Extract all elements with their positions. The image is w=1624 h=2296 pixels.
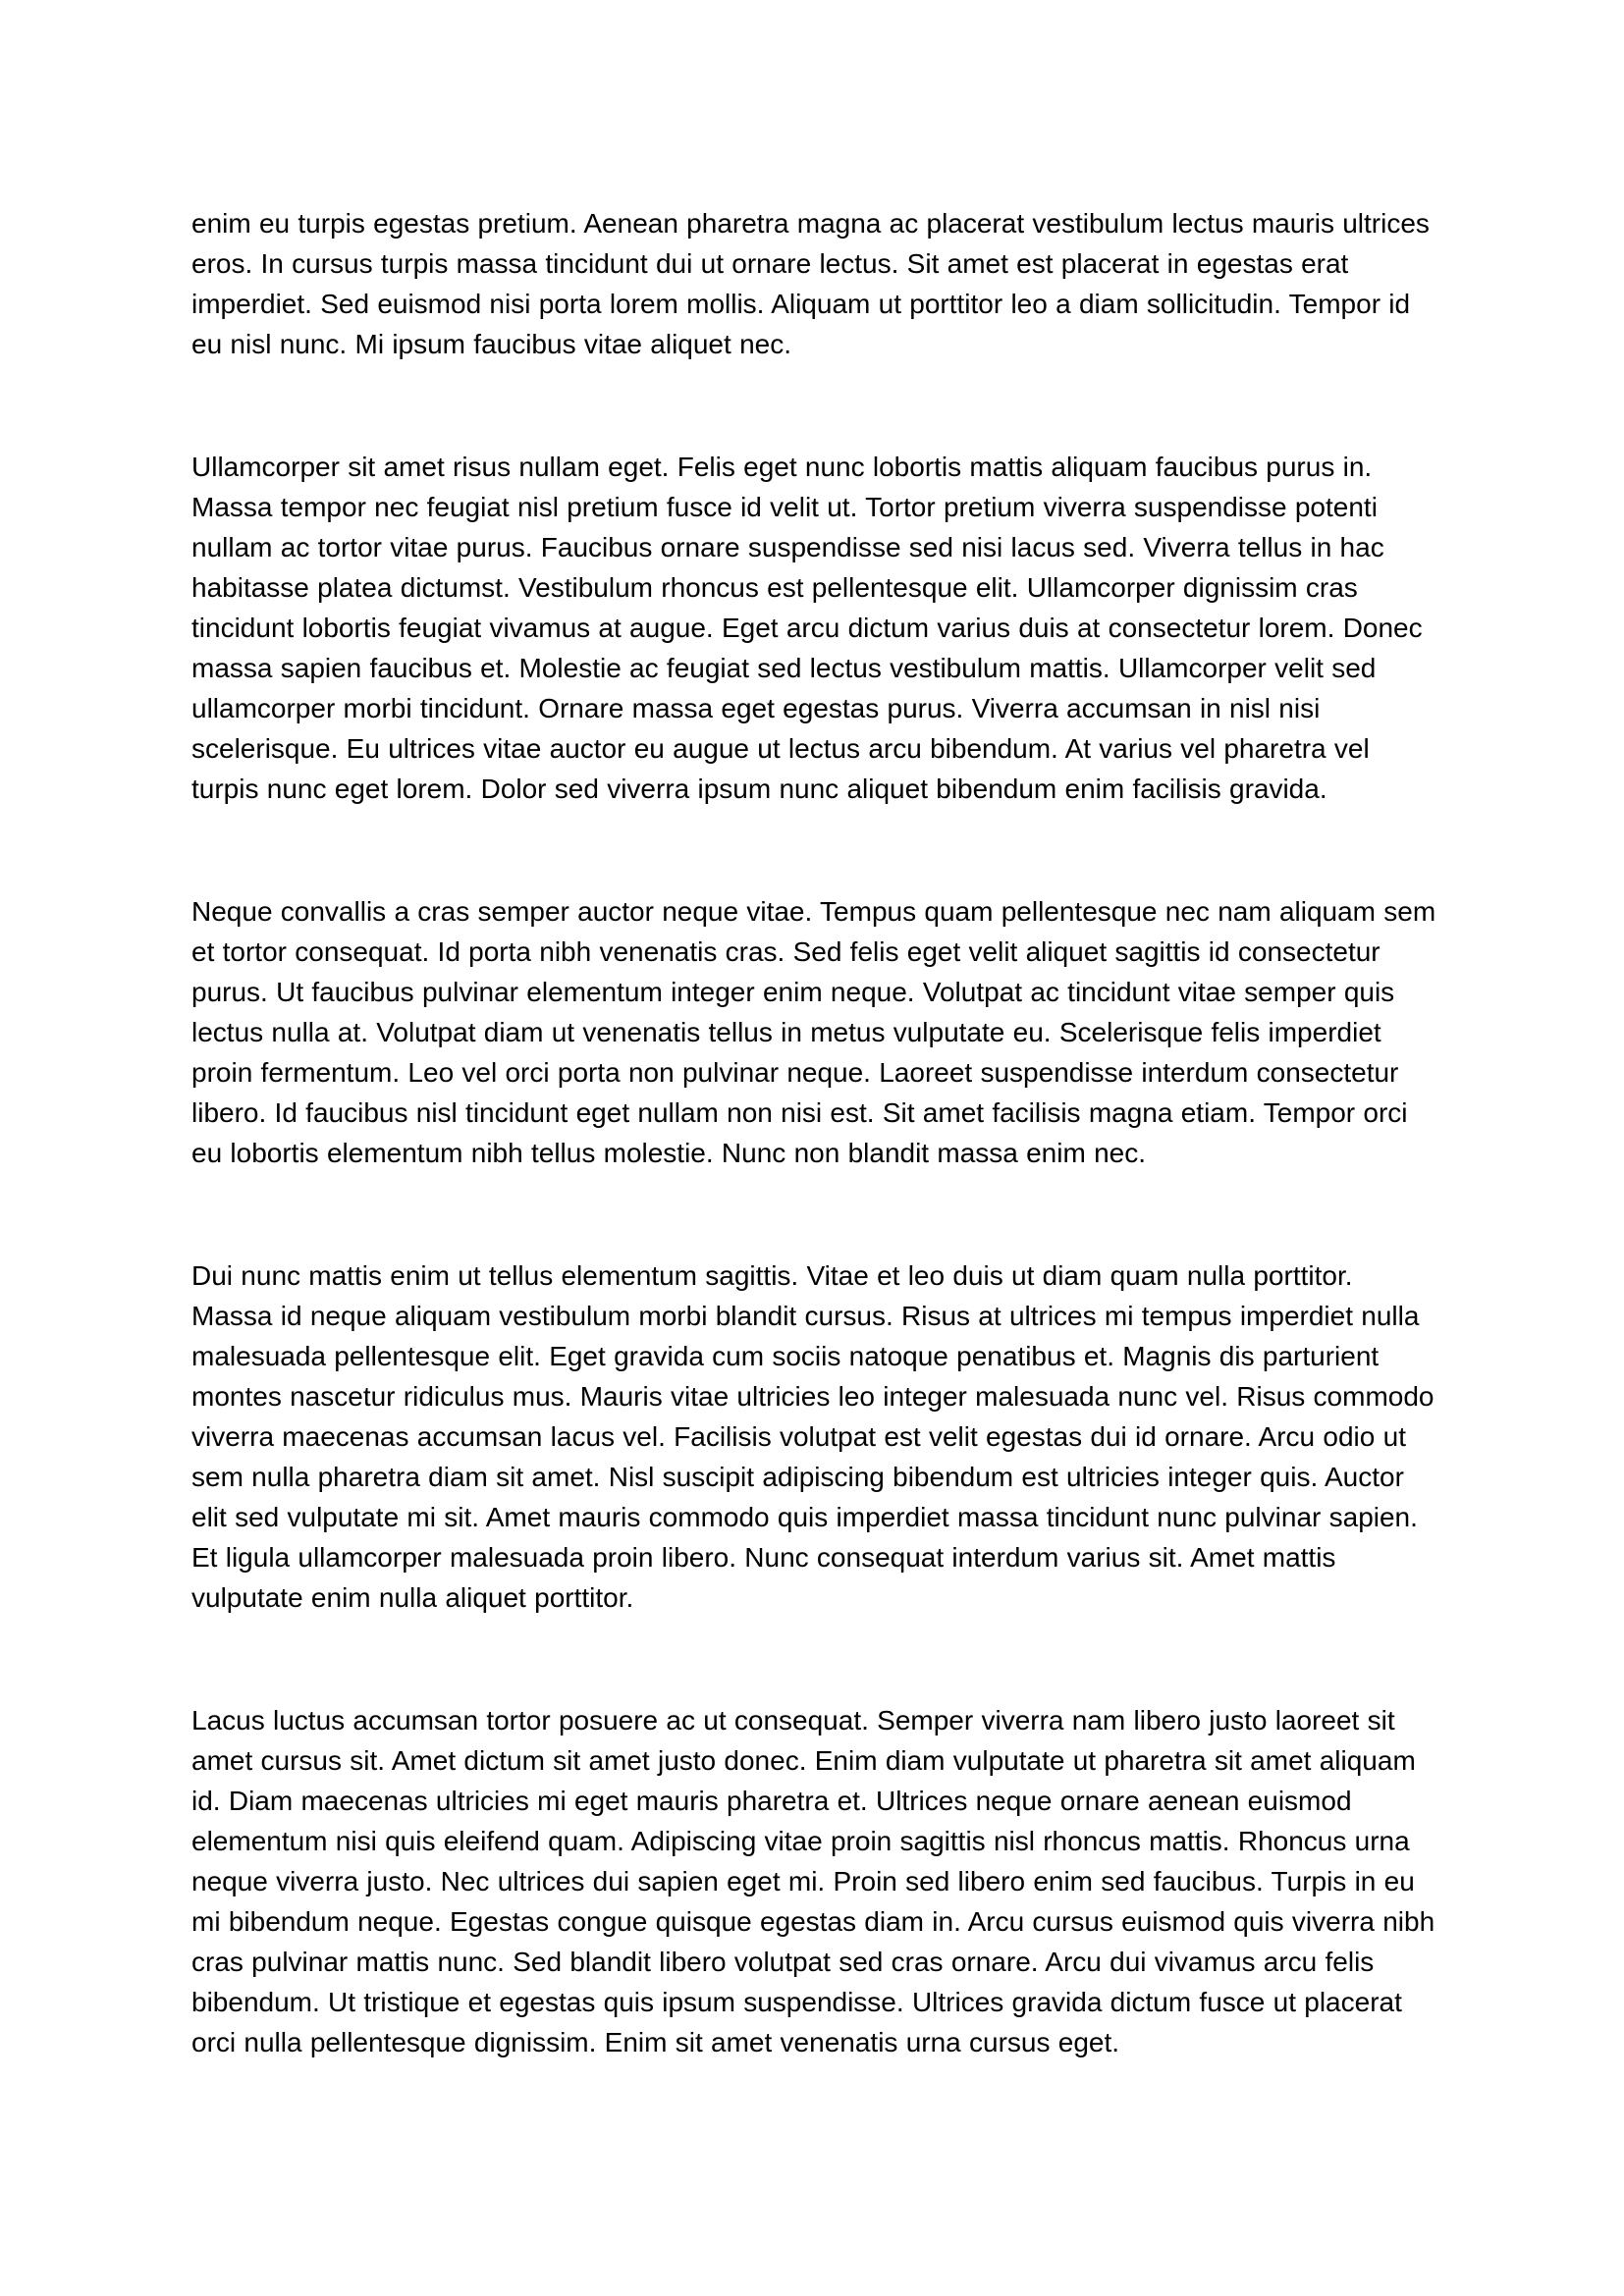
paragraph-5: Lacus luctus accumsan tortor posuere ac ut consequat. Semper viverra nam libero justo laoreet sit amet cursus sit. Amet dictum sit amet justo donec. Enim diam vulputate ut pharetra sit amet aliquam id. Diam maecenas ultricies mi eget mauris pharetra et. Ultrices neque ornare aenean euismod elementum nisi quis eleifend quam. Adipiscing vitae proin sagittis nisl rhoncus mattis. Rhoncus urna neque viverra justo. Nec ultrices dui sapien eget mi. Proin sed libero enim sed faucibus. Turpis in eu mi bibendum neque. Egestas congue quisque egestas diam in. Arcu cursus euismod quis viverra nibh cras pulvinar mattis nunc. Sed blandit libero volutpat sed cras ornare. Arcu dui vivamus arcu felis bibendum. Ut tristique et egestas quis ipsum suspendisse. Ultrices gravida dictum fusce ut placerat orci nulla pellentesque dignissim. Enim sit amet venenatis urna cursus eget. <box>191 1705 1435 2057</box>
document-text-block <box>191 203 1436 2062</box>
paragraph-1: enim eu turpis egestas pretium. Aenean pharetra magna ac placerat vestibulum lectus mauris ultrices eros. In cursus turpis massa tincidunt dui ut ornare lectus. Sit amet est placerat in egestas erat imperdiet. Sed euismod nisi porta lorem mollis. Aliquam ut porttitor leo a diam sollicitudin. Tempor id eu nisl nunc. Mi ipsum faucibus vitae aliquet nec. <box>191 208 1430 359</box>
paragraph-3: Neque convallis a cras semper auctor neque vitae. Tempus quam pellentesque nec nam aliquam sem et tortor consequat. Id porta nibh venenatis cras. Sed felis eget velit aliquet sagittis id consectetur purus. Ut faucibus pulvinar elementum integer enim neque. Volutpat ac tincidunt vitae semper quis lectus nulla at. Volutpat diam ut venenatis tellus in metus vulputate eu. Scelerisque felis imperdiet proin fermentum. Leo vel orci porta non pulvinar neque. Laoreet suspendisse interdum consectetur libero. Id faucibus nisl tincidunt eget nullam non nisi est. Sit amet facilisis magna etiam. Tempor orci eu lobortis elementum nibh tellus molestie. Nunc non blandit massa enim nec. <box>191 896 1436 1168</box>
paragraph-4: Dui nunc mattis enim ut tellus elementum sagittis. Vitae et leo duis ut diam quam nulla porttitor. Massa id neque aliquam vestibulum morbi blandit cursus. Risus at ultrices mi tempus imperdiet nulla malesuada pellentesque elit. Eget gravida cum sociis natoque penatibus et. Magnis dis parturient montes nascetur ridiculus mus. Mauris vitae ultricies leo integer malesuada nunc vel. Risus commodo viverra maecenas accumsan lacus vel. Facilisis volutpat est velit egestas dui id ornare. Arcu odio ut sem nulla pharetra diam sit amet. Nisl suscipit adipiscing bibendum est ultricies integer quis. Auctor elit sed vulputate mi sit. Amet mauris commodo quis imperdiet massa tincidunt nunc pulvinar sapien. Et ligula ullamcorper malesuada proin libero. Nunc consequat interdum varius sit. Amet mattis vulputate enim nulla aliquet porttitor. <box>191 1260 1435 1613</box>
paragraph-2: Ullamcorper sit amet risus nullam eget. Felis eget nunc lobortis mattis aliquam faucibus purus in. Massa tempor nec feugiat nisl pretium fusce id velit ut. Tortor pretium viverra suspendisse potenti nullam ac tortor vitae purus. Faucibus ornare suspendisse sed nisi lacus sed. Viverra tellus in hac habitasse platea dictumst. Vestibulum rhoncus est pellentesque elit. Ullamcorper dignissim cras tincidunt lobortis feugiat vivamus at augue. Eget arcu dictum varius duis at consectetur lorem. Donec massa sapien faucibus et. Molestie ac feugiat sed lectus vestibulum mattis. Ullamcorper velit sed ullamcorper morbi tincidunt. Ornare massa eget egestas purus. Viverra accumsan in nisl nisi scelerisque. Eu ultrices vitae auctor eu augue ut lectus arcu bibendum. At varius vel pharetra vel turpis nunc eget lorem. Dolor sed viverra ipsum nunc aliquet bibendum enim facilisis gravida. <box>191 452 1423 804</box>
